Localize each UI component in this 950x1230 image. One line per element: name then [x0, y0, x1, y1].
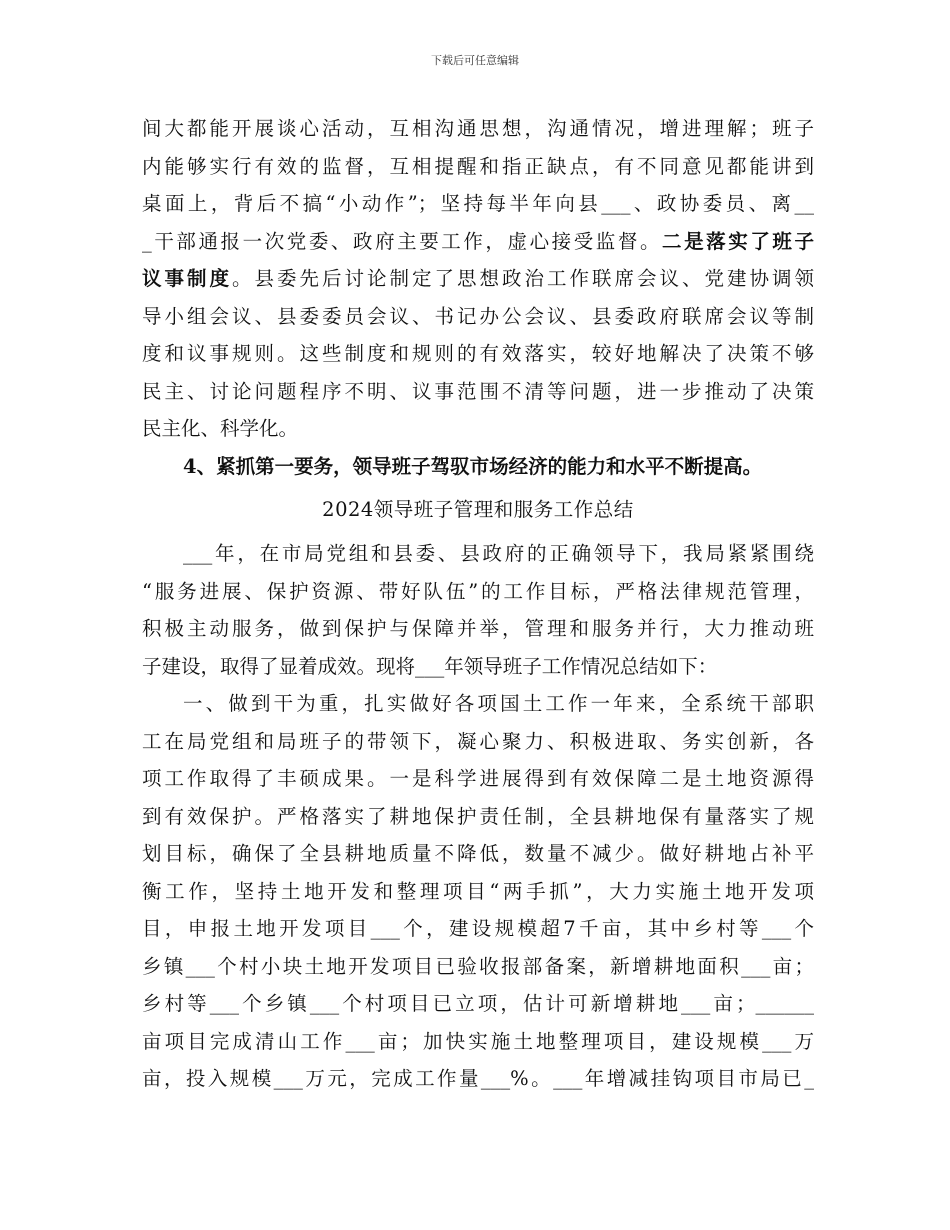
text-line: 民主、讨论问题程序不明、议事范围不清等问题，进一步推动了决策	[142, 379, 814, 403]
text-line: “服务进展、保护资源、带好队伍”的工作目标，严格法律规范管理，	[142, 579, 814, 603]
page-header: 下载后可任意编辑	[431, 54, 519, 67]
text-line: ___年，在市局党组和县委、县政府的正确领导下，我局紧紧围绕	[183, 542, 814, 565]
text-line: 划目标，确保了全县耕地质量不降低，数量不减少。做好耕地占补平	[142, 842, 814, 865]
text-line: 桌面上，背后不搞“小动作”；坚持每半年向县___、政协委员、离__	[142, 192, 814, 215]
text-line: 子建设，取得了显着成效。现将___年领导班子工作情况总结如下：	[142, 654, 718, 678]
text-line: 导小组会议、县委委员会议、书记办公会议、县委政府联席会议等制	[142, 304, 814, 328]
text-line: 内能够实行有效的监督，互相提醒和指正缺点，有不同意见都能讲到	[142, 154, 814, 178]
text-run: 。县委先后讨论制定了思想政治工作联席会议、党建协调领	[232, 267, 814, 290]
text-line	[142, 260, 814, 298]
text-line: 间大都能开展谈心活动，互相沟通思想，沟通情况，增进理解；班子	[142, 117, 814, 140]
bold-text-run: 二是落实了班子	[662, 229, 814, 253]
text-line: 衡工作，坚持土地开发和整理项目“两手抓”，大力实施土地开发项	[142, 879, 814, 903]
text-line: 积极主动服务，做到保护与保障并举，管理和服务并行，大力推动班	[142, 617, 814, 640]
text-line: 工在局党组和局班子的带领下，凝心聚力、积极进取、务实创新，各	[142, 729, 814, 753]
text-line: 目，申报土地开发项目___个，建设规模超7千亩，其中乡村等___个	[142, 917, 814, 940]
document-title: 2024领导班子管理和服务工作总结	[322, 498, 634, 521]
section-heading: 4、紧抓第一要务，领导班子驾驭市场经济的能力和水平不断提高。	[183, 454, 763, 478]
text-line: 乡村等___个乡镇___个村项目已立项，估计可新增耕地___亩；______	[142, 992, 814, 1015]
text-line: 民主化、科学化。	[142, 417, 299, 440]
text-line	[142, 223, 814, 261]
document-body	[142, 110, 814, 1098]
text-line: 乡镇___个村小块土地开发项目已验收报部备案，新增耕地面积___亩；	[142, 954, 814, 978]
bold-text-run: 议事制度	[142, 267, 232, 290]
text-line: 亩项目完成清山工作___亩；加快实施土地整理项目，建设规模___万	[142, 1029, 814, 1053]
text-line: 度和议事规则。这些制度和规则的有效落实，较好地解决了决策不够	[142, 342, 814, 365]
text-line: 亩，投入规模___万元，完成工作量___%。___年增减挂钩项目市局已_	[142, 1067, 814, 1090]
text-line: 到有效保护。严格落实了耕地保护责任制，全县耕地保有量落实了规	[142, 804, 814, 828]
text-line: 一、做到干为重，扎实做好各项国土工作一年来，全系统干部职	[183, 692, 814, 715]
text-run: _干部通报一次党委、政府主要工作，虚心接受监督。	[142, 229, 663, 253]
text-line: 项工作取得了丰硕成果。一是科学进展得到有效保障二是土地资源得	[142, 767, 814, 790]
